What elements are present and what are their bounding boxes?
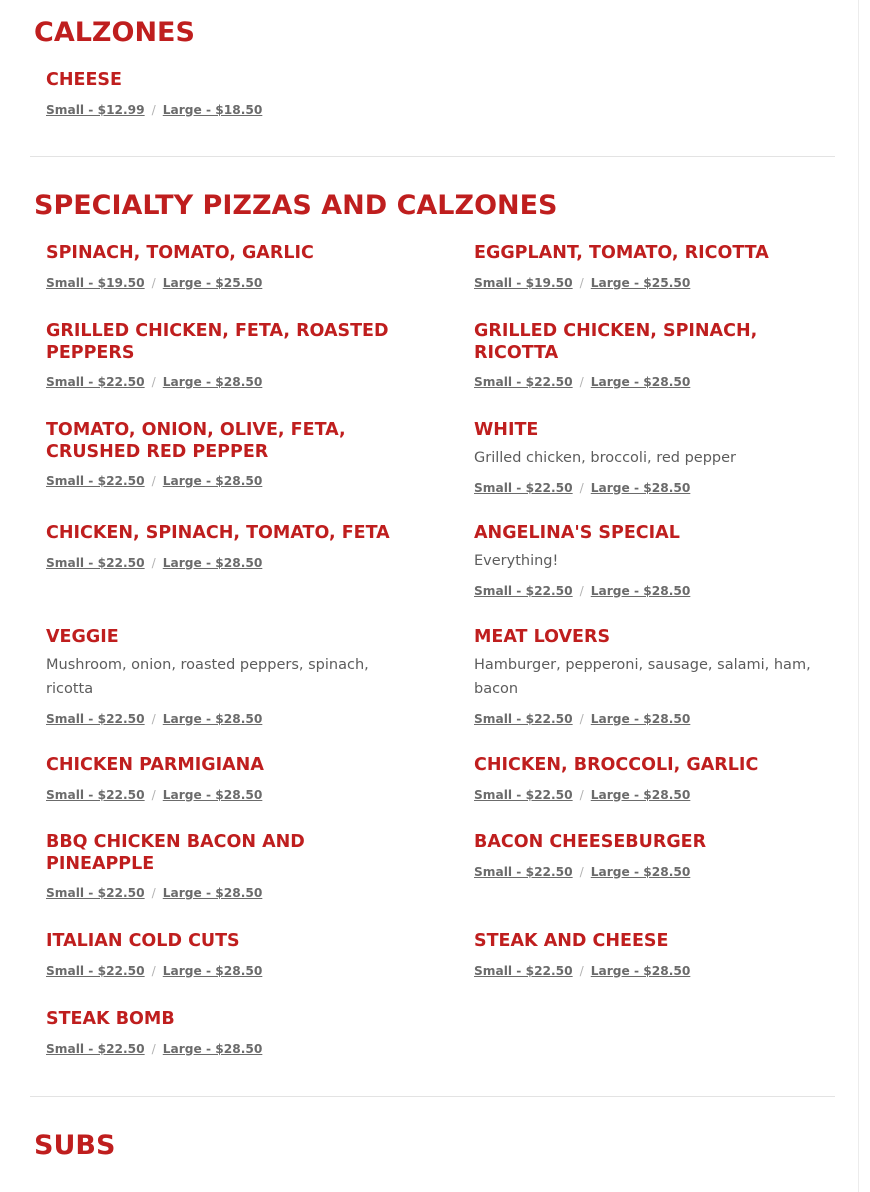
section-title-subs: SUBS <box>34 1130 116 1161</box>
price-separator: / <box>579 711 584 726</box>
menu-item-cheese <box>46 70 391 118</box>
price-separator: / <box>151 711 156 726</box>
item-name: VEGGIE <box>46 627 119 647</box>
price-small-link[interactable]: Small - $22.50 <box>46 474 145 488</box>
item-name: CHICKEN, SPINACH, TOMATO, FETA <box>46 523 390 543</box>
price-large-link[interactable]: Large - $18.50 <box>162 102 263 117</box>
price-small-link[interactable]: Small - $22.50 <box>46 787 145 802</box>
item-name: ITALIAN COLD CUTS <box>46 931 240 951</box>
price-separator: / <box>579 963 584 978</box>
price-separator: / <box>579 787 584 802</box>
page-edge <box>858 0 859 1192</box>
price-large-link[interactable]: Large - $25.50 <box>162 275 263 290</box>
price-small-link[interactable]: Small - $22.50 <box>46 375 145 389</box>
price-small-link[interactable]: Small - $22.50 <box>46 711 145 726</box>
menu-item <box>46 243 391 291</box>
price-small-link[interactable]: Small - $22.50 <box>46 555 145 570</box>
item-prices <box>474 583 819 599</box>
price-separator: / <box>151 886 156 900</box>
menu-item <box>474 627 819 727</box>
price-separator: / <box>151 102 156 117</box>
item-name: MEAT LOVERS <box>474 627 611 647</box>
price-small-link[interactable]: Small - $22.50 <box>474 583 573 598</box>
item-name: SPINACH, TOMATO, GARLIC <box>46 243 314 263</box>
item-name: EGGPLANT, TOMATO, RICOTTA <box>474 243 769 263</box>
menu-item <box>474 321 819 390</box>
item-name: BACON CHEESEBURGER <box>474 832 707 852</box>
price-separator: / <box>151 275 156 290</box>
item-prices <box>46 1041 391 1057</box>
item-description: Grilled chicken, broccoli, red pepper <box>474 449 736 466</box>
price-separator: / <box>579 375 584 389</box>
price-small-link[interactable]: Small - $22.50 <box>474 864 573 879</box>
menu-item <box>46 321 391 390</box>
price-separator: / <box>151 474 156 488</box>
item-prices <box>46 555 391 571</box>
item-prices <box>474 275 819 291</box>
item-prices <box>474 787 819 803</box>
price-large-link[interactable]: Large - $28.50 <box>162 555 263 570</box>
price-large-link[interactable]: Large - $28.50 <box>162 886 263 900</box>
item-name: STEAK BOMB <box>46 1009 175 1029</box>
menu-item <box>474 243 819 291</box>
menu-item <box>46 1009 391 1057</box>
section-title-specialty: SPECIALTY PIZZAS AND CALZONES <box>34 190 558 221</box>
item-prices <box>46 275 391 291</box>
price-small-link[interactable]: Small - $12.99 <box>46 102 145 117</box>
price-separator: / <box>579 583 584 598</box>
item-name: WHITE <box>474 420 539 440</box>
price-small-link[interactable]: Small - $22.50 <box>46 963 145 978</box>
price-separator: / <box>151 1041 156 1056</box>
menu-item <box>474 420 819 496</box>
menu-item <box>474 523 819 599</box>
item-prices <box>474 711 819 727</box>
price-small-link[interactable]: Small - $22.50 <box>474 711 573 726</box>
price-small-link[interactable]: Small - $22.50 <box>46 886 145 900</box>
price-small-link[interactable]: Small - $22.50 <box>474 787 573 802</box>
item-name: BBQ CHICKEN BACON AND PINEAPPLE <box>46 832 305 874</box>
menu-item <box>46 523 391 571</box>
price-large-link[interactable]: Large - $28.50 <box>162 1041 263 1056</box>
price-separator: / <box>579 275 584 290</box>
price-large-link[interactable]: Large - $28.50 <box>162 375 263 389</box>
price-separator: / <box>151 963 156 978</box>
item-name: ANGELINA'S SPECIAL <box>474 523 680 543</box>
section-title-calzones: CALZONES <box>34 17 195 48</box>
item-prices <box>46 885 391 901</box>
item-name: GRILLED CHICKEN, FETA, ROASTED PEPPERS <box>46 321 389 363</box>
item-name: STEAK AND CHEESE <box>474 931 669 951</box>
price-separator: / <box>579 864 584 879</box>
item-prices <box>46 787 391 803</box>
item-prices <box>474 480 819 496</box>
item-prices <box>474 374 819 390</box>
item-description: Everything! <box>474 552 559 569</box>
item-prices <box>46 963 391 979</box>
price-separator: / <box>151 787 156 802</box>
price-small-link[interactable]: Small - $19.50 <box>46 275 145 290</box>
item-name: GRILLED CHICKEN, SPINACH, RICOTTA <box>474 321 758 363</box>
price-small-link[interactable]: Small - $22.50 <box>474 963 573 978</box>
price-large-link[interactable]: Large - $25.50 <box>590 275 691 290</box>
price-large-link[interactable]: Large - $28.50 <box>590 963 691 978</box>
item-name: CHICKEN PARMIGIANA <box>46 755 264 775</box>
price-large-link[interactable]: Large - $28.50 <box>590 864 691 879</box>
price-large-link[interactable]: Large - $28.50 <box>162 711 263 726</box>
price-large-link[interactable]: Large - $28.50 <box>162 474 263 488</box>
section-divider <box>30 156 835 157</box>
item-description: Mushroom, onion, roasted peppers, spinach, ricotta <box>46 656 369 697</box>
menu-item <box>474 832 819 880</box>
price-large-link[interactable]: Large - $28.50 <box>590 583 691 598</box>
price-large-link[interactable]: Large - $28.50 <box>590 480 691 495</box>
item-prices <box>474 963 819 979</box>
item-prices <box>46 711 391 727</box>
price-large-link[interactable]: Large - $28.50 <box>162 787 263 802</box>
price-separator: / <box>151 555 156 570</box>
price-large-link[interactable]: Large - $28.50 <box>590 787 691 802</box>
price-small-link[interactable]: Small - $22.50 <box>46 1041 145 1056</box>
menu-item <box>474 755 819 803</box>
price-large-link[interactable]: Large - $28.50 <box>590 711 691 726</box>
price-small-link[interactable]: Small - $22.50 <box>474 480 573 495</box>
menu-item <box>46 832 391 901</box>
menu-item <box>46 420 391 489</box>
section-divider <box>30 1096 835 1097</box>
price-large-link[interactable]: Large - $28.50 <box>590 375 691 389</box>
price-large-link[interactable]: Large - $28.50 <box>162 963 263 978</box>
item-prices <box>46 374 391 390</box>
menu-item <box>474 931 819 979</box>
item-name: TOMATO, ONION, OLIVE, FETA, CRUSHED RED PEPPER <box>46 420 346 462</box>
item-prices <box>46 102 391 118</box>
item-description: Hamburger, pepperoni, sausage, salami, ham, bacon <box>474 656 811 697</box>
price-separator: / <box>579 480 584 495</box>
item-name: CHEESE <box>46 70 122 90</box>
price-small-link[interactable]: Small - $19.50 <box>474 275 573 290</box>
menu-item <box>46 627 391 727</box>
item-prices <box>474 864 819 880</box>
item-name: CHICKEN, BROCCOLI, GARLIC <box>474 755 759 775</box>
menu-item <box>46 931 391 979</box>
price-small-link[interactable]: Small - $22.50 <box>474 375 573 389</box>
price-separator: / <box>151 375 156 389</box>
menu-item <box>46 755 391 803</box>
item-prices <box>46 473 391 489</box>
